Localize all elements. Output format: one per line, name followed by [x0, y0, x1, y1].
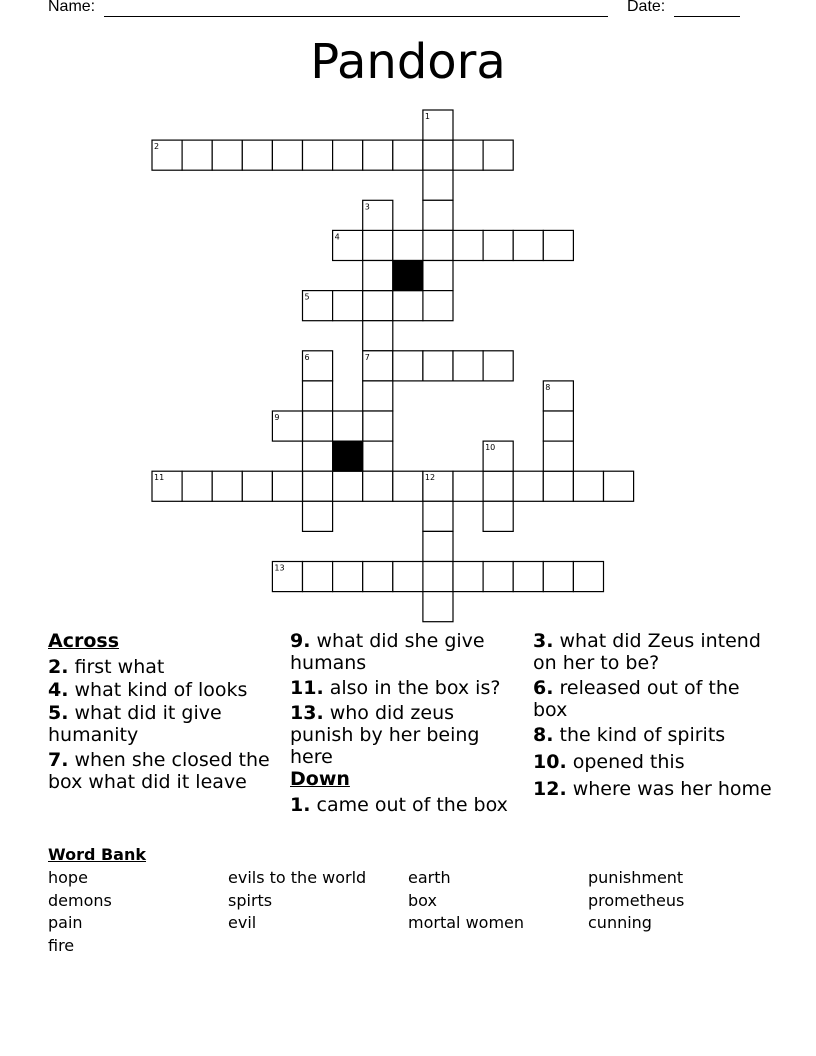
grid-cell[interactable]	[513, 562, 543, 592]
clue-down-8: 8. the kind of spirits	[533, 724, 726, 746]
grid-cell[interactable]	[333, 471, 363, 501]
word-bank-item: demons	[48, 890, 112, 910]
grid-cell[interactable]	[393, 291, 423, 321]
clue-across-2: 2. first what	[48, 656, 165, 678]
word-bank-item: spirts	[228, 890, 273, 910]
grid-cell[interactable]	[543, 562, 573, 592]
clue-number-1: 1	[424, 112, 430, 121]
grid-cell[interactable]	[483, 230, 513, 260]
clue-number-13: 13	[274, 563, 285, 573]
word-bank-item: prometheus	[588, 890, 685, 910]
black-cell	[393, 261, 423, 291]
grid-cell[interactable]	[303, 471, 333, 501]
clue-down-1: 1. came out of the box	[290, 794, 508, 816]
clue-down-6: 6. released out of the box	[533, 677, 740, 721]
grid-cell[interactable]	[423, 230, 453, 260]
grid-cell[interactable]	[423, 531, 453, 561]
grid-cell[interactable]	[423, 351, 453, 381]
grid-cell[interactable]	[453, 562, 483, 592]
clues-column-2	[290, 630, 520, 819]
grid-cell[interactable]	[363, 411, 393, 441]
clue-number-12: 12	[424, 473, 436, 483]
grid-cell[interactable]	[393, 140, 423, 170]
grid-cell[interactable]	[212, 140, 242, 170]
grid-cell[interactable]	[333, 140, 363, 170]
grid-cell[interactable]	[303, 411, 333, 441]
grid-cell[interactable]	[363, 441, 393, 471]
across-heading: Across	[48, 630, 120, 652]
clue-across-13: 13. who did zeus punish by her being here	[290, 702, 480, 768]
grid-cell[interactable]	[333, 562, 363, 592]
clue-number-5: 5	[304, 292, 310, 302]
grid-cell[interactable]	[182, 140, 212, 170]
grid-cell[interactable]	[242, 471, 272, 501]
clue-across-4: 4. what kind of looks	[48, 679, 248, 701]
grid-cell[interactable]	[393, 562, 423, 592]
name-label: Name:	[48, 0, 96, 15]
grid-cell[interactable]	[453, 351, 483, 381]
grid-cell[interactable]	[363, 140, 393, 170]
grid-cell[interactable]	[423, 562, 453, 592]
clue-number-9: 9	[274, 413, 280, 422]
grid-cell[interactable]	[573, 562, 603, 592]
grid-cell[interactable]	[363, 321, 393, 351]
grid-cell[interactable]	[393, 471, 423, 501]
grid-cell[interactable]	[303, 381, 333, 411]
grid-cell[interactable]	[272, 471, 302, 501]
word-bank-item: mortal women	[408, 913, 525, 932]
clue-across-11: 11. also in the box is?	[290, 677, 501, 699]
grid-cell[interactable]	[423, 140, 453, 170]
word-bank-item: evils to the world	[228, 868, 367, 887]
clue-number-8: 8	[545, 382, 551, 392]
grid-cell[interactable]	[393, 351, 423, 381]
grid-cell[interactable]	[483, 501, 513, 531]
grid-cell[interactable]	[573, 471, 603, 501]
grid-cell[interactable]	[543, 471, 573, 501]
grid-cell[interactable]	[483, 140, 513, 170]
clue-number-10: 10	[485, 443, 496, 453]
grid-cell[interactable]	[543, 411, 573, 441]
grid-cell[interactable]	[513, 471, 543, 501]
grid-cell[interactable]	[483, 562, 513, 592]
grid-cell[interactable]	[453, 230, 483, 260]
grid-cell[interactable]	[423, 200, 453, 230]
grid-cell[interactable]	[453, 471, 483, 501]
grid-cell[interactable]	[303, 441, 333, 471]
grid-cell[interactable]	[513, 230, 543, 260]
word-bank-item: box	[408, 890, 437, 910]
clues-column-1	[48, 630, 278, 796]
grid-cell[interactable]	[363, 230, 393, 260]
clue-number-6: 6	[304, 352, 310, 362]
grid-cell[interactable]	[423, 501, 453, 531]
clue-down-12: 12. where was her home	[533, 778, 772, 800]
grid-cell[interactable]	[333, 411, 363, 441]
grid-cell[interactable]	[363, 471, 393, 501]
word-bank-item: earth	[408, 868, 451, 887]
grid-cell[interactable]	[333, 291, 363, 321]
grid-cell[interactable]	[303, 501, 333, 531]
grid-cell[interactable]	[303, 140, 333, 170]
clue-number-11: 11	[154, 473, 165, 483]
grid-cell[interactable]	[483, 351, 513, 381]
grid-cell[interactable]	[363, 261, 393, 291]
clue-across-9: 9. what did she give humans	[290, 630, 485, 674]
clue-number-4: 4	[334, 232, 340, 242]
word-bank-item: hope	[48, 868, 88, 887]
grid-cell[interactable]	[543, 441, 573, 471]
grid-cell[interactable]	[423, 170, 453, 200]
grid-cell[interactable]	[363, 381, 393, 411]
word-bank-item: cunning	[588, 913, 652, 932]
word-bank-item: pain	[48, 913, 83, 932]
clue-across-7: 7. when she closed the box what did it leave	[48, 749, 270, 793]
clues-column-3	[533, 630, 773, 803]
word-bank-item: fire	[48, 935, 75, 955]
clue-number-3: 3	[364, 202, 370, 212]
word-bank-item: punishment	[588, 868, 684, 887]
grid-cell[interactable]	[363, 562, 393, 592]
grid-cell[interactable]	[182, 471, 212, 501]
clue-down-10: 10. opened this	[533, 751, 685, 773]
clue-across-5: 5. what did it give humanity	[48, 702, 222, 746]
word-bank-item: evil	[228, 913, 257, 932]
grid-cell[interactable]	[543, 230, 573, 260]
word-bank-title: Word Bank	[48, 845, 147, 864]
grid-cell[interactable]	[363, 291, 393, 321]
clue-number-2: 2	[154, 142, 160, 152]
grid-cell[interactable]	[483, 471, 513, 501]
grid-cell[interactable]	[423, 261, 453, 291]
grid-cell[interactable]	[212, 471, 242, 501]
grid-cell[interactable]	[423, 291, 453, 321]
clue-number-7: 7	[364, 352, 370, 362]
clue-down-3: 3. what did Zeus intend on her to be?	[533, 630, 761, 674]
down-heading: Down	[290, 768, 350, 790]
page-title: Pandora	[310, 34, 506, 90]
grid-cell[interactable]	[604, 471, 634, 501]
black-cell	[333, 441, 363, 471]
grid-cell[interactable]	[272, 140, 302, 170]
grid-cell[interactable]	[303, 562, 333, 592]
grid-cell[interactable]	[393, 230, 423, 260]
grid-cell[interactable]	[453, 140, 483, 170]
date-label: Date:	[627, 0, 666, 15]
grid-cell[interactable]	[242, 140, 272, 170]
grid-cell[interactable]	[423, 592, 453, 622]
